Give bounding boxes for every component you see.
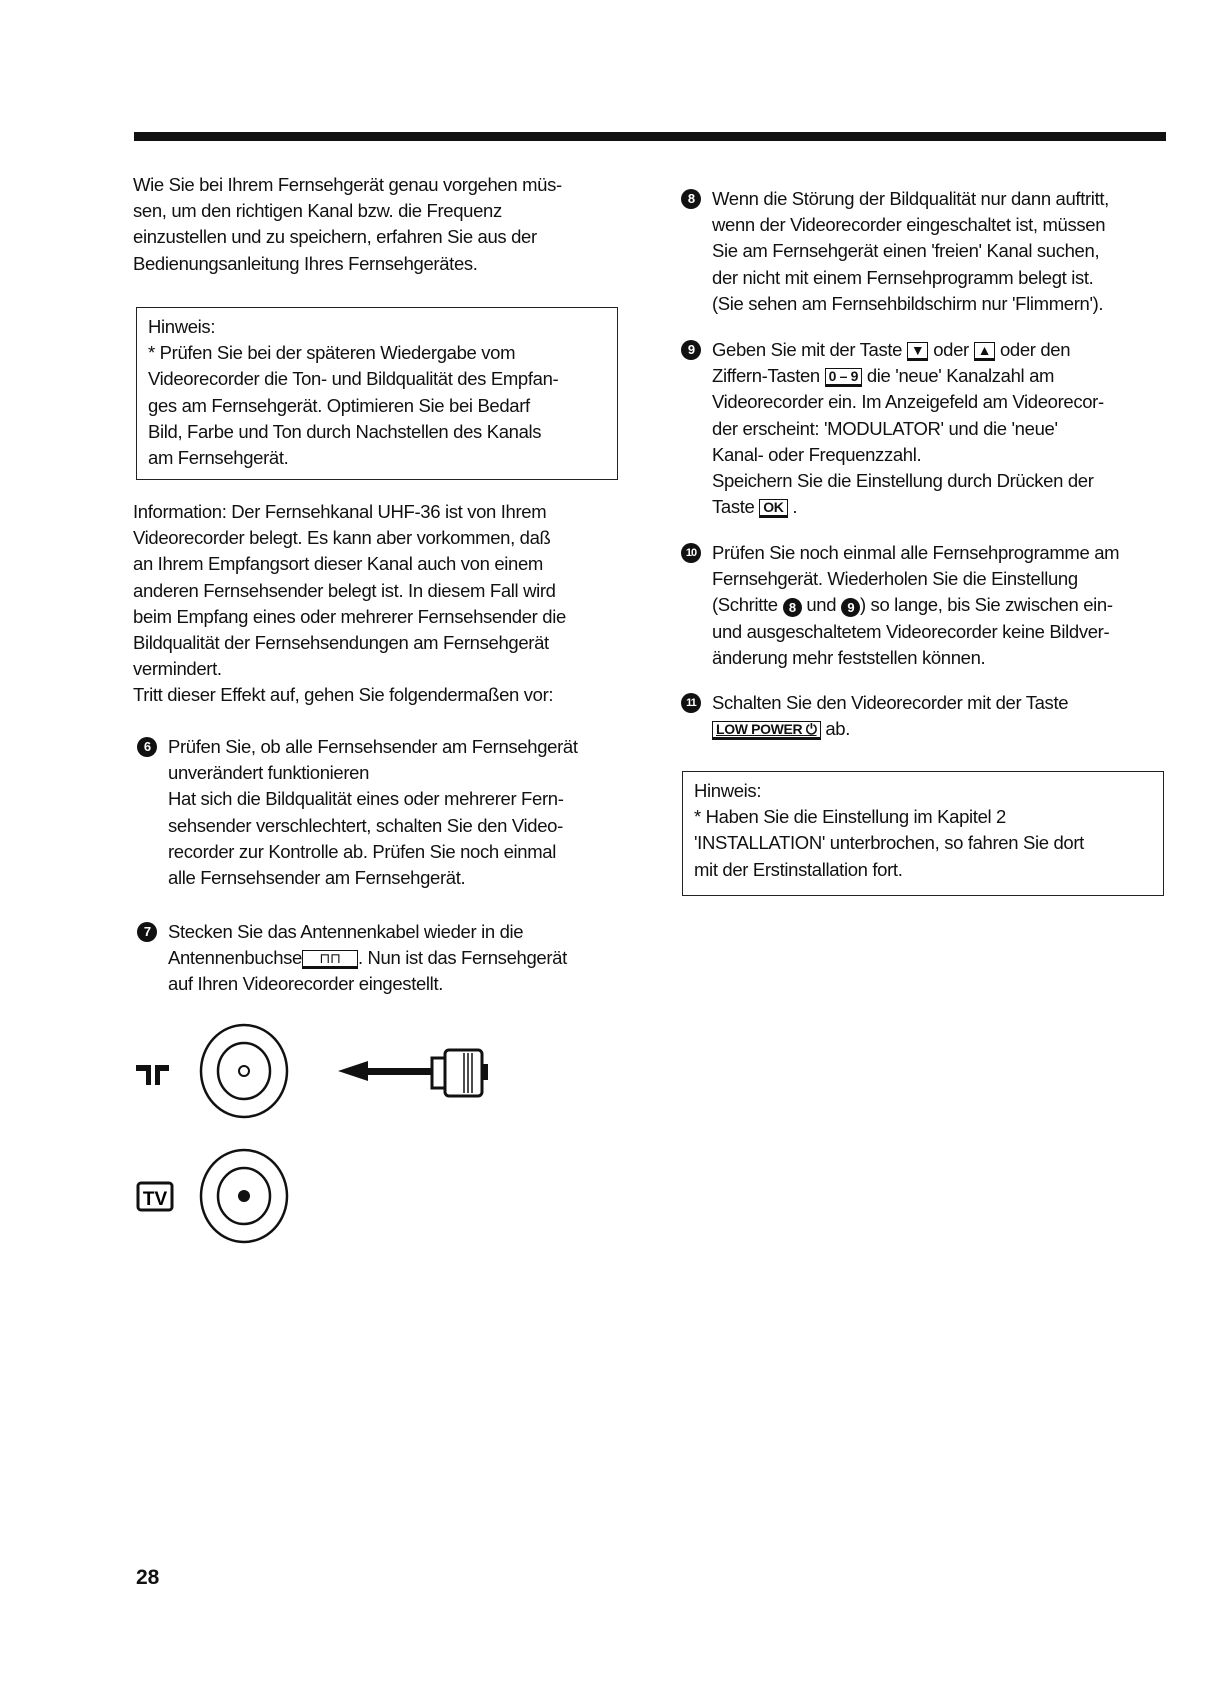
- text-line: recorder zur Kontrolle ab. Prüfen Sie noch einmal: [168, 840, 557, 862]
- text-line: einzustellen und zu speichern, erfahren Sie aus der: [133, 226, 537, 248]
- note-title: Hinweis:: [148, 316, 216, 337]
- arrow-left-icon: [338, 1061, 432, 1081]
- text-line: Speichern Sie die Einstellung durch Drücken der: [712, 470, 1094, 492]
- text-line: [712, 592, 1119, 618]
- text-line: sen, um den richtigen Kanal bzw. die Frequenz: [133, 200, 502, 222]
- text-line: Hat sich die Bildqualität eines oder mehrerer Fern-: [168, 788, 564, 810]
- text-line: Schalten Sie den Videorecorder mit der Taste: [712, 692, 1069, 713]
- information-paragraph: [133, 499, 566, 709]
- step-reference-badge: 9: [841, 598, 860, 617]
- text-line: wenn der Videorecorder eingeschaltet ist, müssen: [712, 214, 1106, 236]
- text-segment: Taste: [712, 496, 755, 518]
- step-7: [143, 919, 567, 998]
- text-line: (Sie sehen am Fernsehbildschirm nur 'Flimmern').: [712, 292, 1104, 314]
- text-line: sehsender verschlechtert, schalten Sie den Video-: [168, 814, 563, 836]
- text-line: alle Fernsehsender am Fernsehgerät.: [168, 867, 466, 889]
- step-number-badge: 11: [681, 693, 701, 713]
- text-line: der erscheint: 'MODULATOR' und die 'neue': [712, 417, 1058, 439]
- step-10: [685, 540, 1120, 671]
- text-segment: Geben Sie mit der Taste: [712, 339, 903, 360]
- page-number: 28: [136, 1566, 160, 1589]
- text-segment: (Schritte: [712, 594, 778, 616]
- text-line: Wenn die Störung der Bildqualität nur dann auftritt,: [712, 188, 1109, 209]
- text-line: 'INSTALLATION' unterbrochen, so fahren Sie dort: [694, 832, 1084, 854]
- step-number-badge: 7: [137, 922, 157, 942]
- text-segment: die 'neue' Kanalzahl am: [866, 365, 1055, 387]
- text-line: [712, 337, 1104, 363]
- step-number-badge: 10: [681, 543, 701, 563]
- header-rule: [134, 132, 1166, 141]
- step-number-badge: 8: [681, 189, 701, 209]
- text-line: [168, 945, 567, 971]
- text-line: [712, 363, 1104, 389]
- step-reference-badge: 8: [783, 598, 802, 617]
- text-segment: Ziffern-Tasten: [712, 365, 820, 387]
- note-title: Hinweis:: [694, 780, 762, 801]
- text-line: Kanal- oder Frequenzzahl.: [712, 443, 922, 465]
- text-line: Videorecorder die Ton- und Bildqualität des Empfan-: [148, 368, 559, 390]
- text-line: Information: Der Fernsehkanal UHF-36 ist von Ihrem: [133, 501, 547, 522]
- step-number-badge: 9: [681, 340, 701, 360]
- text-line: Bildqualität der Fernsehsendungen am Fernsehgerät: [133, 632, 549, 654]
- note-box-1: [136, 307, 618, 480]
- text-segment: ab.: [825, 718, 851, 740]
- text-line: anderen Fernsehsender belegt ist. In diesem Fall wird: [133, 579, 556, 601]
- text-line: Fernsehgerät. Wiederholen Sie die Einstellung: [712, 568, 1078, 590]
- text-line: Tritt dieser Effekt auf, gehen Sie folgendermaßen vor:: [133, 684, 554, 706]
- text-line: beim Empfang eines oder mehrerer Fernsehsender die: [133, 605, 566, 627]
- text-line: Stecken Sie das Antennenkabel wieder in die: [168, 921, 524, 942]
- down-key: ▼: [907, 342, 929, 361]
- low-power-key: LOW POWER ⏻: [712, 721, 821, 740]
- text-line: unverändert funktionieren: [168, 762, 370, 784]
- up-key: ▲: [974, 342, 996, 361]
- tv-label-icon: [138, 1183, 172, 1210]
- text-line: [712, 716, 1068, 742]
- text-line: [712, 494, 1104, 520]
- text-line: Bedienungsanleitung Ihres Fernsehgerätes.: [133, 252, 478, 274]
- text-line: * Haben Sie die Einstellung im Kapitel 2: [694, 806, 1006, 828]
- antenna-socket-icon: [201, 1025, 287, 1117]
- text-line: Videorecorder belegt. Es kann aber vorkommen, daß: [133, 527, 551, 549]
- text-line: * Prüfen Sie bei der späteren Wiedergabe vom: [148, 342, 516, 364]
- text-segment: Antennenbuchse: [168, 947, 302, 969]
- tv-label: TV: [142, 1189, 168, 1210]
- step-8: [687, 186, 1109, 317]
- step-9: [687, 337, 1104, 520]
- text-line: auf Ihren Videorecorder eingestellt.: [168, 973, 444, 995]
- antenna-plug-icon: [432, 1050, 488, 1096]
- step-6: [143, 734, 578, 891]
- antenna-socket-key: ⊓⊓: [302, 950, 358, 969]
- ok-key: OK: [759, 499, 787, 518]
- text-line: an Ihrem Empfangsort dieser Kanal auch von einem: [133, 553, 543, 575]
- text-line: Bild, Farbe und Ton durch Nachstellen des Kanals: [148, 420, 542, 442]
- text-line: Prüfen Sie, ob alle Fernsehsender am Fernsehgerät: [168, 736, 578, 757]
- text-line: vermindert.: [133, 658, 222, 680]
- text-line: und ausgeschaltetem Videorecorder keine Bildver-: [712, 620, 1110, 642]
- text-line: Prüfen Sie noch einmal alle Fernsehprogramme am: [712, 542, 1120, 563]
- tv-socket-icon: [201, 1150, 287, 1242]
- text-line: änderung mehr feststellen können.: [712, 646, 986, 668]
- note-box-2: [682, 771, 1164, 896]
- digit-keys: 0 – 9: [825, 368, 862, 387]
- text-line: Videorecorder ein. Im Anzeigefeld am Videorecor-: [712, 391, 1104, 413]
- antenna-symbol-icon: [136, 1065, 169, 1085]
- text-segment: .: [792, 496, 798, 518]
- text-line: Sie am Fernsehgerät einen 'freien' Kanal suchen,: [712, 240, 1100, 262]
- text-line: am Fernsehgerät.: [148, 447, 289, 469]
- text-segment: oder: [933, 339, 969, 360]
- text-segment: und: [806, 594, 837, 616]
- antenna-connection-figure: [130, 1020, 550, 1250]
- text-line: der nicht mit einem Fernsehprogramm belegt ist.: [712, 266, 1094, 288]
- text-line: ges am Fernsehgerät. Optimieren Sie bei Bedarf: [148, 394, 530, 416]
- text-line: Wie Sie bei Ihrem Fernsehgerät genau vorgehen müs-: [133, 174, 562, 195]
- text-segment: oder den: [999, 339, 1071, 360]
- text-segment: ) so lange, bis Sie zwischen ein-: [859, 594, 1113, 616]
- intro-paragraph: [133, 172, 562, 277]
- step-number-badge: 6: [137, 737, 157, 757]
- text-line: mit der Erstinstallation fort.: [694, 858, 903, 880]
- step-11: [686, 690, 1069, 742]
- text-segment: . Nun ist das Fernsehgerät: [357, 947, 567, 969]
